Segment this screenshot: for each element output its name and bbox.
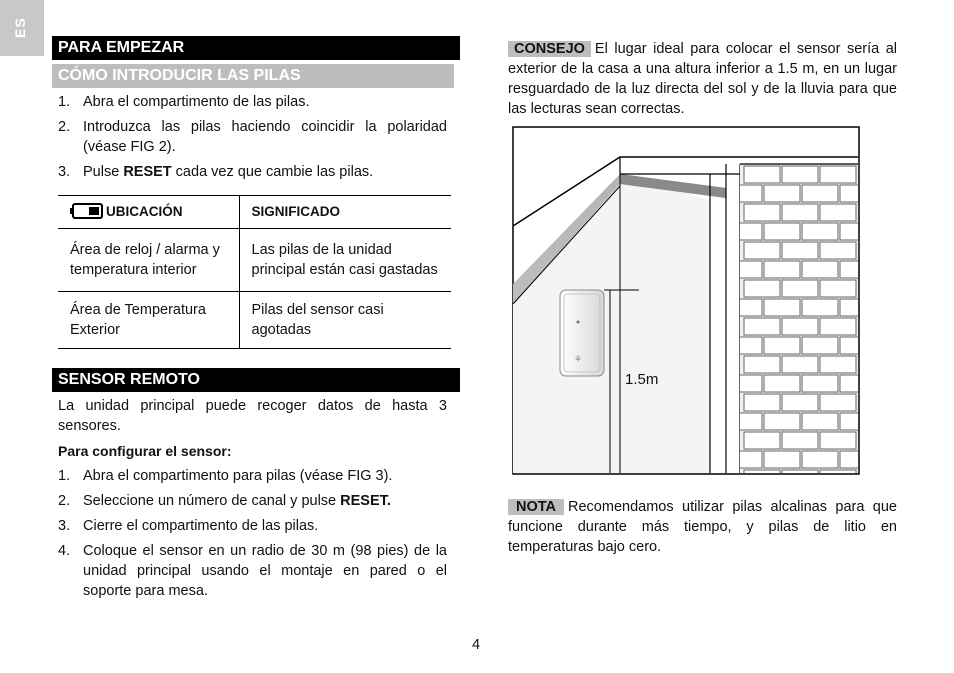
brick	[764, 413, 800, 430]
section-title-sensor-remoto: SENSOR REMOTO	[52, 368, 460, 392]
brick	[764, 299, 800, 316]
table-header-row	[58, 196, 451, 229]
config-label: Para configurar el sensor:	[58, 443, 232, 459]
brick	[802, 185, 838, 202]
sensor-intro: La unidad principal puede recoger datos de hasta 3 sensores.	[58, 398, 447, 434]
brick	[840, 261, 860, 278]
brick	[840, 185, 860, 202]
brick	[802, 451, 838, 468]
brick	[744, 280, 780, 297]
brick	[744, 166, 780, 183]
brick	[802, 223, 838, 240]
battery-steps-list	[58, 92, 447, 187]
brick	[820, 356, 856, 373]
note-paragraph: NOTA Recomendamos utilizar pilas alcalinas para que funcione durante más tiempo, y pilas de litio en temperaturas bajo cero.	[508, 499, 897, 555]
brick	[764, 185, 800, 202]
list-item: 2. Seleccione un número de canal y pulse RESET.	[58, 493, 391, 509]
brick	[820, 242, 856, 259]
sensor-steps-list	[58, 466, 447, 606]
brick	[744, 204, 780, 221]
brick	[820, 318, 856, 335]
note-tag: NOTA	[508, 499, 564, 515]
brick	[744, 394, 780, 411]
list-item: 4. Coloque el sensor en un radio de 30 m (98 pies) de la unidad principal usando el montaje en pared o el soporte para mesa.	[58, 543, 447, 599]
brick	[840, 375, 860, 392]
subsection-title-pilas: CÓMO INTRODUCIR LAS PILAS	[52, 64, 454, 88]
list-item: 3. Cierre el compartimento de las pilas.	[58, 518, 319, 534]
height-label: 1.5m	[625, 371, 659, 388]
brick	[764, 223, 800, 240]
brick	[820, 432, 856, 449]
brick	[802, 375, 838, 392]
list-item: 1. Abra el compartimento de las pilas.	[58, 94, 310, 110]
brick	[802, 413, 838, 430]
brick	[840, 337, 860, 354]
brick	[764, 261, 800, 278]
brick	[840, 451, 860, 468]
brick	[820, 394, 856, 411]
page-number: 4	[472, 637, 481, 653]
brick	[782, 242, 818, 259]
tip-paragraph: CONSEJO El lugar ideal para colocar el sensor sería al exterior de la casa a una altura inferior a 1.5 m, en un lugar resguardado de la luz directa del sol y de la lluvia para que las lecturas sean correctas.	[508, 41, 897, 117]
list-item: 3. Pulse RESET cada vez que cambie las pilas.	[58, 164, 374, 180]
brick	[782, 280, 818, 297]
header-location: UBICACIÓN	[58, 196, 239, 229]
list-item: 2. Introduzca las pilas haciendo coincidir la polaridad (véase FIG 2).	[58, 119, 447, 155]
brick	[802, 299, 838, 316]
brick	[764, 375, 800, 392]
table-row: Área de reloj / alarma y temperatura interior Las pilas de la unidad principal están casi gastadas	[58, 229, 451, 292]
brick	[744, 432, 780, 449]
brick	[744, 356, 780, 373]
battery-location-table	[58, 195, 451, 349]
brick	[744, 242, 780, 259]
brick	[782, 166, 818, 183]
section-title-para-empezar: PARA EMPEZAR	[52, 36, 460, 60]
brick	[764, 337, 800, 354]
brick	[782, 356, 818, 373]
brick	[840, 299, 860, 316]
brick	[840, 223, 860, 240]
brick	[782, 204, 818, 221]
brick	[782, 394, 818, 411]
battery-icon	[70, 203, 104, 219]
brick	[840, 413, 860, 430]
brick	[820, 166, 856, 183]
brick	[744, 318, 780, 335]
brick	[802, 337, 838, 354]
brick	[802, 261, 838, 278]
brick	[764, 451, 800, 468]
sensor-placement-figure	[512, 126, 860, 475]
table-row: Área de Temperatura Exterior Pilas del sensor casi agotadas	[58, 292, 451, 349]
svg-text:⚘: ⚘	[573, 355, 583, 365]
header-meaning: SIGNIFICADO	[239, 196, 451, 229]
list-item: 1. Abra el compartimento para pilas (véase FIG 3).	[58, 468, 393, 484]
brick	[820, 280, 856, 297]
tip-tag: CONSEJO	[508, 41, 591, 57]
brick	[782, 432, 818, 449]
language-label: ES	[12, 17, 28, 38]
brick	[820, 204, 856, 221]
brick	[782, 318, 818, 335]
language-tab	[0, 0, 44, 56]
